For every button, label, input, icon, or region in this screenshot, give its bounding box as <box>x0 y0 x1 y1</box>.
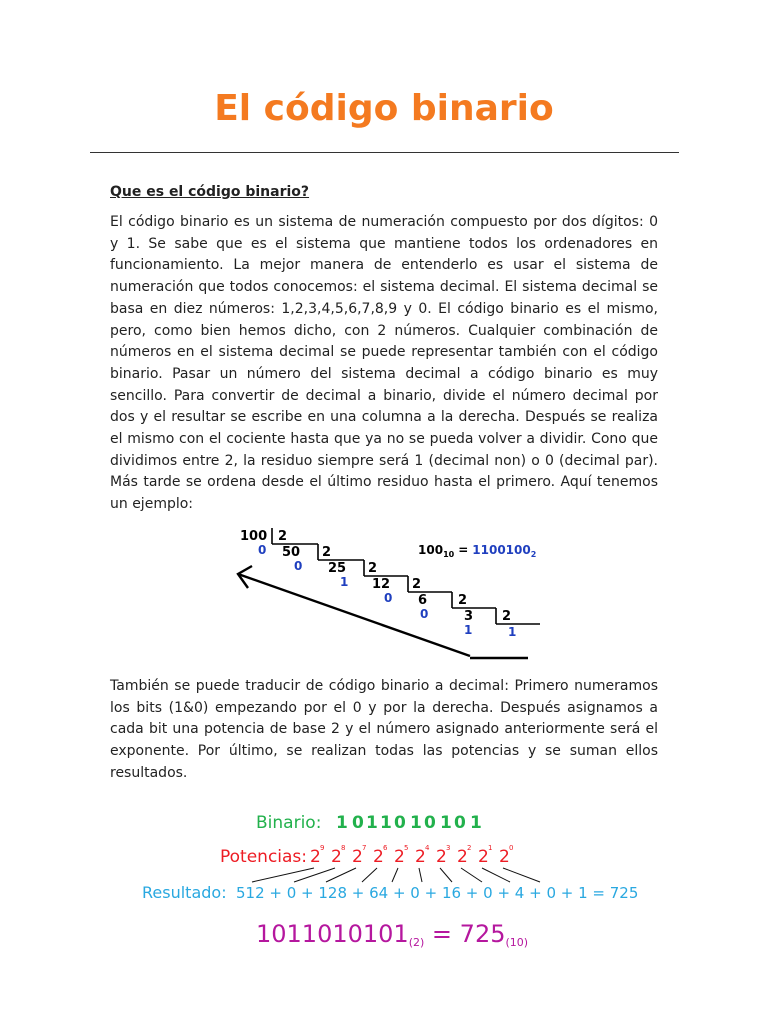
potencias-label: Potencias: <box>220 847 308 867</box>
conversion-diagram <box>130 800 650 960</box>
title-divider <box>90 152 679 153</box>
binary-digit: 1 <box>336 813 348 833</box>
exponent: 7 <box>362 844 367 852</box>
base: 2 <box>436 847 447 867</box>
binary-digit: 0 <box>424 813 436 833</box>
dividend: 50 <box>282 545 301 560</box>
dividend: 12 <box>372 577 391 592</box>
conversion-paragraph: También se puede traducir de código binario a decimal: Primero numeramos los bits (1&0) empezando por el 0 y por la derecha. Después asignamos a cada bit una potencia de base 2 y el número asignado anteriormente será el exponente. Por último, se realizan todas las potencias y se suman ellos resultados. <box>110 678 658 781</box>
remainder: 1 <box>340 575 349 589</box>
base: 2 <box>373 847 384 867</box>
binary-digit: 0 <box>394 813 406 833</box>
mapping-lines <box>252 868 540 882</box>
exponent: 3 <box>446 844 451 852</box>
divisor: 2 <box>412 577 422 592</box>
remainder: 0 <box>294 559 303 573</box>
result-lhs: 100 <box>418 543 444 557</box>
divisor: 2 <box>278 529 288 544</box>
binary-digit: 1 <box>410 813 422 833</box>
divisor: 2 <box>458 593 468 608</box>
result-rhs-subscript: 2 <box>530 550 537 559</box>
base: 2 <box>415 847 426 867</box>
dividend: 3 <box>464 609 474 624</box>
section-heading: Que es el código binario? <box>110 184 310 200</box>
last-quotient: 1 <box>508 625 517 639</box>
exponent: 2 <box>467 844 472 852</box>
final-binary-subscript: (2) <box>408 936 425 949</box>
binary-digit: 0 <box>352 813 364 833</box>
exponent: 1 <box>488 844 493 852</box>
final-result <box>256 920 528 949</box>
remainder: 1 <box>464 623 473 637</box>
potencias-terms <box>310 844 513 867</box>
base: 2 <box>394 847 405 867</box>
result-equals: = <box>458 543 469 557</box>
binary-digit: 1 <box>380 813 392 833</box>
resultado-label: Resultado: <box>142 883 227 902</box>
base: 2 <box>331 847 342 867</box>
base: 2 <box>352 847 363 867</box>
divisor: 2 <box>368 561 378 576</box>
base: 2 <box>457 847 468 867</box>
base: 2 <box>499 847 510 867</box>
dividend: 25 <box>328 561 347 576</box>
divisor: 2 <box>502 609 512 624</box>
division-diagram <box>230 522 550 667</box>
binario-digits <box>336 813 482 833</box>
exponent: 6 <box>383 844 388 852</box>
binary-digit: 1 <box>366 813 378 833</box>
exponent: 5 <box>404 844 409 852</box>
exponent: 4 <box>425 844 430 852</box>
result-rhs: 1100100 <box>472 543 531 557</box>
remainder: 0 <box>258 543 267 557</box>
resultado-expression: 512 + 0 + 128 + 64 + 0 + 16 + 0 + 4 + 0 + 1 = 725 <box>236 884 639 902</box>
divisor: 2 <box>322 545 332 560</box>
page-title: El código binario <box>214 88 554 129</box>
binario-label: Binario: <box>256 813 322 833</box>
remainder: 0 <box>384 591 393 605</box>
final-binary: 1011010101 <box>256 920 409 948</box>
base: 2 <box>310 847 321 867</box>
final-decimal-subscript: (10) <box>505 936 529 949</box>
binary-digit: 1 <box>440 813 452 833</box>
result-lhs-subscript: 10 <box>443 550 455 559</box>
exponent: 0 <box>509 844 514 852</box>
final-equals: = <box>424 920 460 948</box>
exponent: 8 <box>341 844 346 852</box>
final-decimal: 725 <box>459 920 506 948</box>
exponent: 9 <box>320 844 325 852</box>
base: 2 <box>478 847 489 867</box>
result-equation <box>418 543 536 559</box>
binary-digit: 0 <box>454 813 466 833</box>
remainder: 0 <box>420 607 429 621</box>
binary-digit: 1 <box>470 813 482 833</box>
intro-paragraph: El código binario es un sistema de numeración compuesto por dos dígitos: 0 y 1. Se sabe que es el sistema que mantiene todos los ordenadores en funcionamiento. La mejor manera de entenderlo es usar el sistema de numeración que todos conocemos: el sistema decimal. El sistema decimal se basa en diez números: 1,2,3,4,5,6,7,8,9 y 0. El código binario es el mismo, pero, como bien hemos dicho, con 2 números. Cualquier combinación de números en el sistema decimal se puede representar también con el código binario. Pasar un número del sistema decimal a código binario es muy sencillo. Para convertir de decimal a binario, divide el número decimal por dos y el resultar se escribe en una columna a la derecha. Después se realiza el mismo con el cociente hasta que ya no se pueda volver a dividir. Cono que dividimos entre 2, la residuo siempre será 1 (decimal non) o 0 (decimal par). Más tarde se ordena desde el último residuo hasta el primero. Aquí tenemos un ejemplo: <box>110 214 658 513</box>
dividend: 100 <box>240 529 268 544</box>
dividend: 6 <box>418 593 428 608</box>
